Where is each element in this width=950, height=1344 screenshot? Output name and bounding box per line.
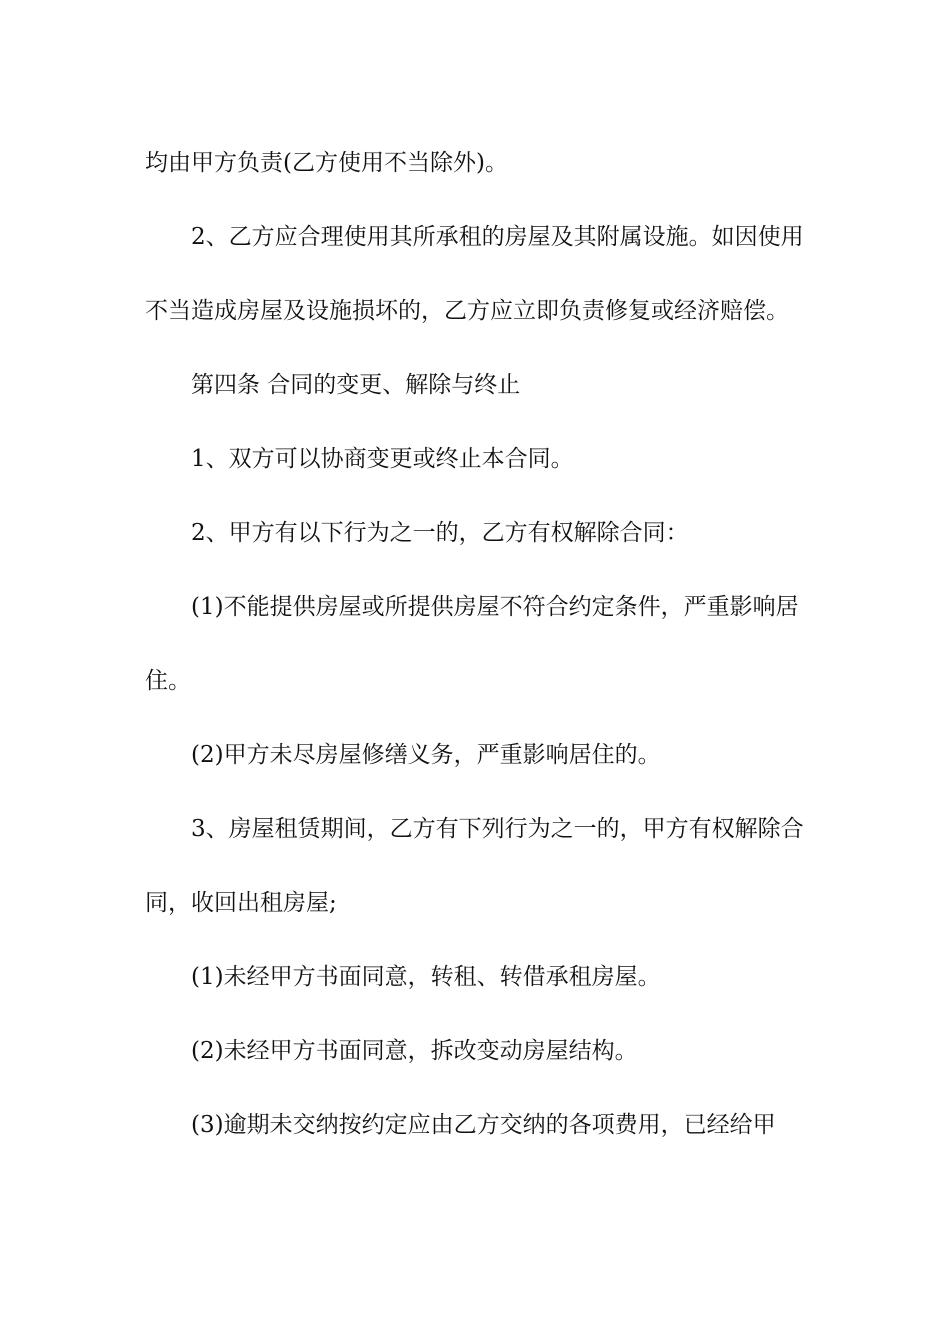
paragraph-clause-4-3-1: (1)未经甲方书面同意，转租、转借承租房屋。 [191, 964, 661, 990]
paragraph-continuation: 均由甲方负责(乙方使用不当除外)。 [145, 150, 508, 176]
paragraph-clause-4-3: 3、房屋租赁期间，乙方有下列行为之一的，甲方有权解除合同，收回出租房屋; [145, 816, 804, 916]
document-body [145, 126, 810, 1162]
paragraph-clause-4-2-1: (1)不能提供房屋或所提供房屋不符合约定条件，严重影响居住。 [145, 594, 799, 694]
paragraph-clause-4-3-3: (3)逾期未交纳按约定应由乙方交纳的各项费用，已经给甲 [191, 1112, 776, 1138]
paragraph-clause-4-2: 2、甲方有以下行为之一的，乙方有权解除合同： [191, 520, 689, 546]
section-heading-article-4: 第四条 合同的变更、解除与终止 [191, 372, 521, 398]
paragraph-clause-3-2: 2、乙方应合理使用其所承租的房屋及其附属设施。如因使用不当造成房屋及设施损坏的，乙方应立即负责修复或经济赔偿。 [145, 224, 804, 324]
paragraph-clause-4-3-2: (2)未经甲方书面同意，拆改变动房屋结构。 [191, 1038, 638, 1064]
paragraph-clause-4-2-2: (2)甲方未尽房屋修缮义务，严重影响居住的。 [191, 742, 661, 768]
paragraph-clause-4-1: 1、双方可以协商变更或终止本合同。 [191, 446, 574, 472]
